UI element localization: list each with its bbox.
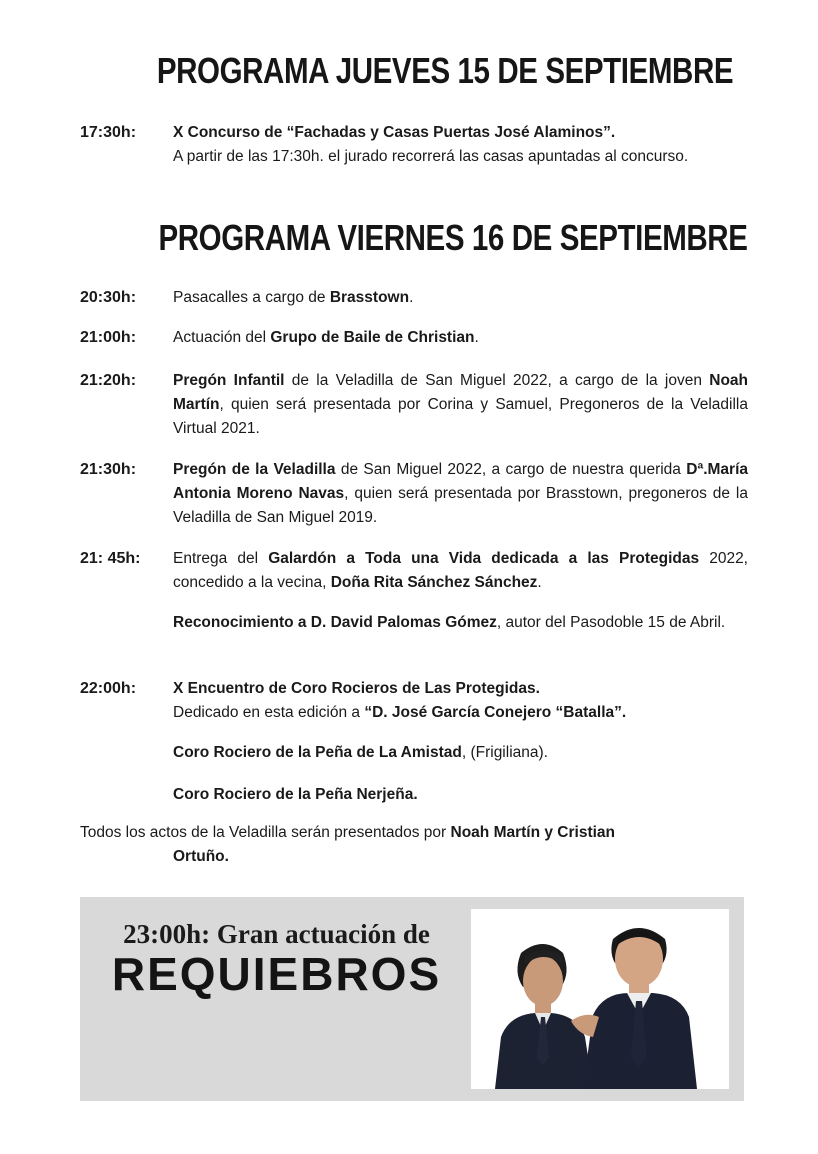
footer-note (80, 821, 748, 869)
text: 2022, concedido a la vecina, (173, 550, 748, 591)
entry-time: 17:30h: (80, 124, 137, 141)
entry-2030 (80, 286, 748, 310)
entry-description: A partir de las 17:30h. el jurado recorrerá las casas apuntadas al concurso. (173, 148, 689, 165)
band-name: REQUIEBROS (111, 948, 442, 1000)
banner-title: 23:00h: Gran actuación de (123, 919, 430, 949)
bold-text: “D. José García Conejero “Batalla”. (364, 704, 627, 721)
entry-2145 (80, 547, 748, 595)
bold-text: Noah Martín (173, 372, 749, 413)
bold-text: Noah Martín y Cristian (450, 824, 616, 841)
bold-text: X Encuentro de Coro Rocieros de Las Protegidas. (173, 680, 540, 697)
entry-time: 21:00h: (80, 329, 137, 346)
entry-time: 21: 45h: (80, 550, 141, 567)
text: Todos los actos de la Veladilla serán presentados por (80, 824, 451, 841)
entry-2120 (80, 369, 748, 441)
entry-1730 (80, 121, 748, 169)
text: , quien será presentada por Corina y Samuel, Pregoneros de la Veladilla Virtual 2021. (173, 396, 748, 437)
bold-text: Dª.María Antonia Moreno Navas (173, 461, 749, 502)
text: de San Miguel 2022, a cargo de nuestra querida (335, 461, 687, 478)
text: Actuación del (173, 329, 271, 346)
bold-text: Brasstown (329, 289, 410, 306)
entry-reconocimiento (173, 611, 748, 635)
bold-text: Coro Rociero de la Peña de La Amistad (173, 744, 462, 761)
concert-banner (80, 897, 744, 1101)
entry-2200 (80, 677, 748, 725)
text: de la Veladilla de San Miguel 2022, a cargo de la joven (284, 372, 710, 389)
entry-time: 21:30h: (80, 461, 137, 478)
bold-text: Galardón a Toda una Vida dedicada a las Protegidas (268, 550, 700, 567)
band-photo-illustration (471, 909, 729, 1089)
entry-2130 (80, 458, 748, 530)
text: Pasacalles a cargo de (173, 289, 330, 306)
text: , (Frigiliana). (461, 744, 548, 761)
bold-text: Doña Rita Sánchez Sánchez (330, 574, 538, 591)
heading-thursday: PROGRAMA JUEVES 15 DE SEPTIEMBRE (156, 50, 734, 91)
text: Entrega del (173, 550, 269, 567)
bold-text: Ortuño. (173, 848, 229, 865)
entry-time: 22:00h: (80, 680, 137, 697)
entry-2100 (80, 326, 748, 350)
band-photo (471, 909, 729, 1089)
bold-text: Reconocimiento a D. David Palomas Gómez (173, 614, 497, 631)
entry-coro-nerjena (173, 783, 748, 807)
bold-text: Pregón Infantil (173, 372, 285, 389)
entry-coro-amistad (173, 741, 748, 765)
text: . (409, 289, 414, 306)
entry-title: X Concurso de “Fachadas y Casas Puertas José Alaminos”. (173, 124, 616, 141)
text: , autor del Pasodoble 15 de Abril. (496, 614, 726, 631)
heading-friday: PROGRAMA VIERNES 16 DE SEPTIEMBRE (158, 217, 748, 258)
text: Dedicado en esta edición a (173, 704, 365, 721)
text: , quien será presentada por Brasstown, pregoneros de la Veladilla de San Miguel 2019. (173, 485, 748, 526)
entry-time: 20:30h: (80, 289, 137, 306)
entry-time: 21:20h: (80, 372, 137, 389)
bold-text: Coro Rociero de la Peña Nerjeña. (173, 786, 418, 803)
text: . (537, 574, 542, 591)
text: . (474, 329, 479, 346)
bold-text: Pregón de la Veladilla (173, 461, 336, 478)
bold-text: Grupo de Baile de Christian (270, 329, 475, 346)
